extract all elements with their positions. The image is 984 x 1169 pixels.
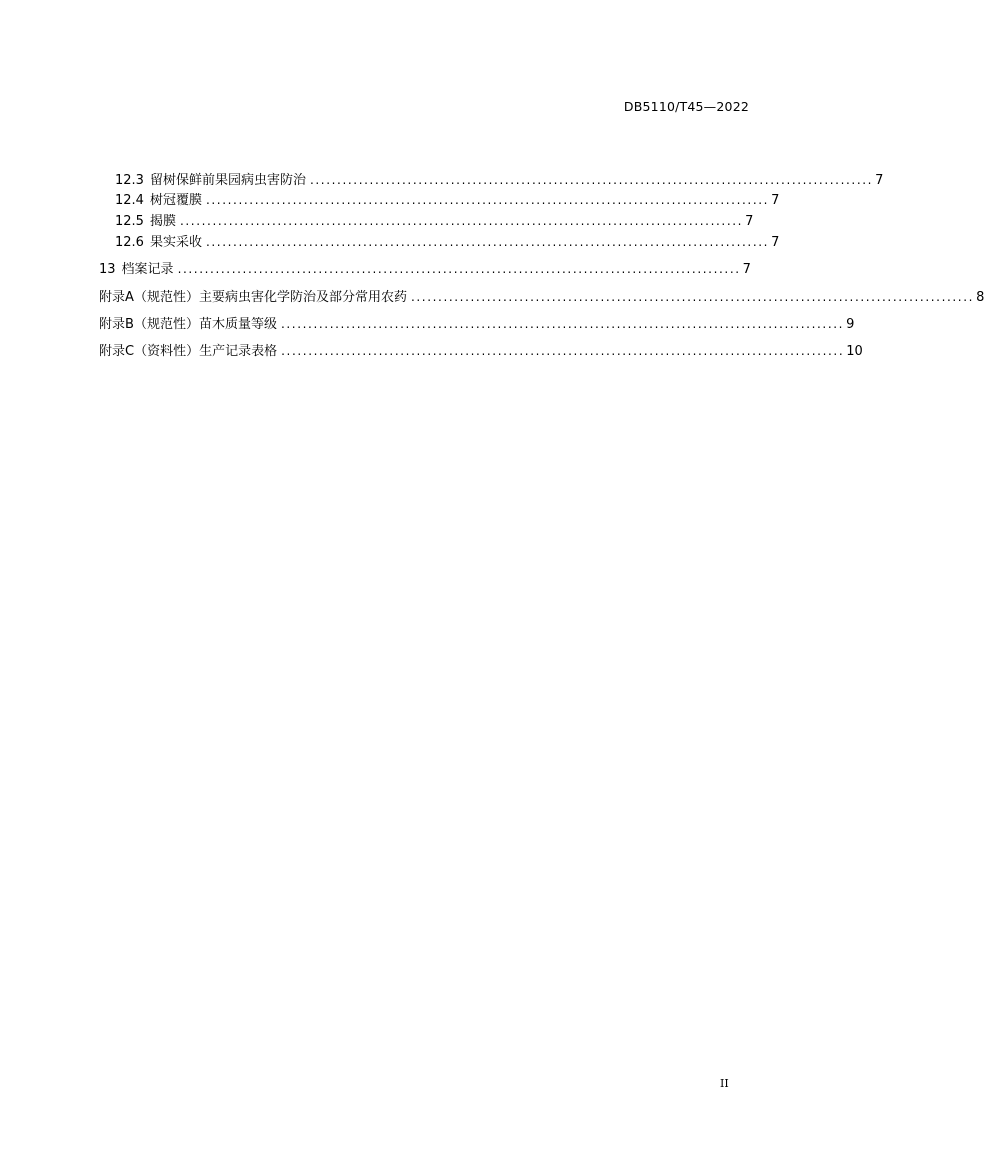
toc-entry-12-5[interactable]	[115, 212, 754, 230]
toc-entry-12-3[interactable]	[115, 171, 884, 189]
toc-leader-dots: ........................................................................................................	[179, 214, 744, 228]
toc-entry-page: 7	[771, 235, 780, 250]
toc-leader-dots: ........................................................................................................	[177, 262, 741, 276]
toc-appendix-c[interactable]	[99, 342, 863, 360]
appendix-word-fu: 附	[99, 290, 113, 305]
toc-entry-number: 12.3	[115, 173, 144, 188]
toc-entry-title: （规范性）苗木质量等级	[133, 317, 277, 332]
toc-entry-title: 档案记录	[121, 262, 174, 277]
toc-entry-number: 12.6	[115, 235, 144, 250]
toc-entry-number: 13	[99, 262, 116, 277]
toc-entry-12-6[interactable]	[115, 233, 780, 251]
appendix-letter: A	[125, 290, 134, 305]
toc-entry-page: 7	[875, 173, 884, 188]
toc-entry-page: 8	[976, 290, 984, 305]
toc-entry-page: 10	[846, 344, 863, 359]
appendix-letter: C	[125, 344, 135, 359]
toc-entry-page: 7	[771, 193, 780, 208]
toc-entry-title: 果实采收	[149, 235, 202, 250]
toc-entry-page: 7	[745, 214, 754, 229]
toc-leader-dots: ........................................................................................................	[281, 344, 845, 358]
toc-entry-title: 树冠覆膜	[149, 193, 202, 208]
toc-entry-title: 留树保鲜前果园病虫害防治	[149, 173, 306, 188]
appendix-word-fu: 附	[99, 344, 113, 359]
toc-entry-13[interactable]	[99, 260, 749, 278]
appendix-word-lu: 录	[112, 290, 126, 305]
toc-leader-dots: ........................................................................................................	[280, 317, 845, 331]
toc-entry-number: 12.4	[115, 193, 144, 208]
toc-leader-dots: ........................................................................................................	[205, 235, 770, 249]
toc-leader-dots: ........................................................................................................	[205, 193, 770, 207]
toc-leader-dots: ........................................................................................................	[410, 290, 975, 304]
appendix-letter: B	[125, 317, 134, 332]
toc-entry-title: 揭膜	[149, 214, 176, 229]
toc-entry-12-4[interactable]	[115, 191, 780, 209]
toc-leader-dots: ........................................................................................................	[309, 173, 874, 187]
toc-appendix-b[interactable]	[99, 315, 855, 333]
toc-appendix-a[interactable]	[99, 288, 984, 306]
appendix-word-lu: 录	[112, 344, 126, 359]
toc-entry-title: （规范性）主要病虫害化学防治及部分常用农药	[133, 290, 407, 305]
appendix-word-lu: 录	[112, 317, 126, 332]
toc-entry-title: （资料性）生产记录表格	[134, 344, 278, 359]
toc-entry-number: 12.5	[115, 214, 144, 229]
toc-entry-page: 9	[846, 317, 855, 332]
page-number: II	[720, 1077, 729, 1090]
toc-entry-page: 7	[742, 262, 751, 277]
document-code: DB5110/T45—2022	[623, 99, 749, 114]
appendix-word-fu: 附	[99, 317, 113, 332]
